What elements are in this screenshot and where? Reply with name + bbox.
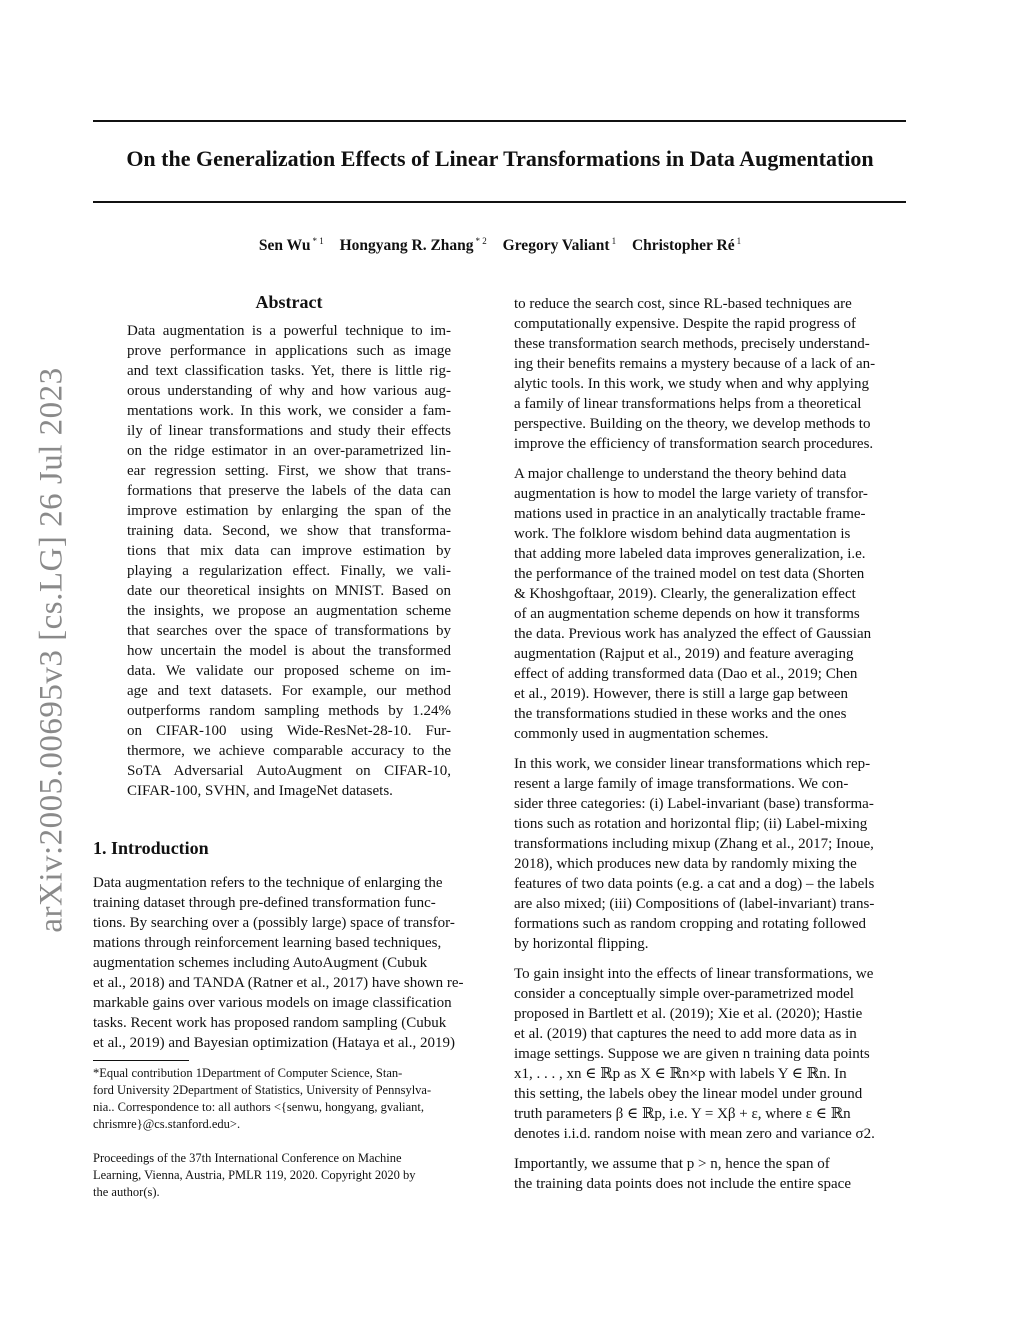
footnote-line: *Equal contribution 1Department of Computer Science, Stan- [93, 1066, 403, 1080]
author-list [60, 236, 940, 255]
paragraph-line: ing their benefits remains a mystery because of a lack of an- [514, 356, 876, 372]
paragraph-line: the data. Previous work has analyzed the effect of Gaussian [514, 626, 872, 642]
paragraph-line: 2018), which produces new data by randomly mixing the [514, 856, 857, 872]
paragraph-line: To gain insight into the effects of linear transformations, we [514, 966, 874, 982]
paragraph-line: image settings. Suppose we are given n training data points [514, 1046, 870, 1062]
paragraph-line: et al., 2019). However, there is still a large gap between [514, 686, 849, 702]
right-column-body [514, 294, 906, 1204]
introduction-body [93, 873, 485, 1053]
paragraph-line: work. The folklore wisdom behind data augmentation is [514, 526, 851, 542]
paragraph-line: that adding more labeled data improves generalization, i.e. [514, 546, 866, 562]
abstract-line: SoTA Adversarial AutoAugment on CIFAR-10, [127, 763, 451, 779]
abstract-line: on CIFAR-100 using Wide-ResNet-28-10. Fur- [127, 723, 451, 739]
paragraph-line: the performance of the trained model on test data (Shorten [514, 566, 865, 582]
paragraph-line: x1, . . . , xn ∈ ℝp as X ∈ ℝn×p with labels Y ∈ ℝn. In [514, 1066, 847, 1082]
paragraph-line: markable gains over various models on image classification [93, 995, 452, 1011]
paragraph-line: Data augmentation refers to the technique of enlarging the [93, 875, 443, 891]
paragraph-line: sider three categories: (i) Label-invariant (base) transforma- [514, 796, 874, 812]
abstract-line: playing a regularization effect. Finally, we vali- [127, 563, 451, 579]
paragraph-line: features of two data points (e.g. a cat and a dog) – the labels [514, 876, 875, 892]
paragraph-line: tions such as rotation and horizontal flip; (ii) Label-mixing [514, 816, 868, 832]
section-heading-introduction: 1. Introduction [93, 838, 209, 858]
paragraph-line: augmentation (Rajput et al., 2019) and feature averaging [514, 646, 854, 662]
paragraph-line: augmentation is how to model the large variety of transfor- [514, 486, 868, 502]
paragraph-line: tions. By searching over a (possibly large) space of transfor- [93, 915, 455, 931]
paragraph-line: A major challenge to understand the theory behind data [514, 466, 847, 482]
paragraph [514, 294, 906, 454]
paragraph-line: a family of linear transformations helps from a theoretical [514, 396, 862, 412]
abstract-line: Data augmentation is a powerful technique to im- [127, 323, 451, 339]
abstract-heading: Abstract [255, 292, 323, 312]
footnote [93, 1065, 485, 1133]
abstract-line: outperforms random sampling methods by 1.24% [127, 703, 451, 719]
proceedings-line: Proceedings of the 37th International Conference on Machine [93, 1151, 402, 1165]
abstract-line: and text classification tasks. Yet, there is little rig- [127, 363, 451, 379]
abstract-line: training data. Second, we show that transforma- [127, 523, 451, 539]
author: Gregory Valiant $^1$ [502, 236, 617, 254]
paragraph [514, 1154, 906, 1194]
proceedings-line: the author(s). [93, 1185, 160, 1199]
paragraph-line: improve the efficiency of transformation search procedures. [514, 436, 874, 452]
abstract-line: tions that mix data can improve estimation by [127, 543, 451, 559]
paragraph [514, 464, 906, 744]
paragraph-line: et al., 2019) and Bayesian optimization (Hataya et al., 2019) [93, 1035, 455, 1051]
footnote-line: nia.. Correspondence to: all authors <{senwu, hongyang, gvaliant, [93, 1100, 425, 1114]
author: Hongyang R. Zhang $^{* 2}$ [339, 236, 487, 254]
footnote-line: ford University 2Department of Statistics, University of Pennsylva- [93, 1083, 432, 1097]
abstract-line: ily of linear transformations and study their effects [127, 423, 451, 439]
paper-title: On the Generalization Effects of Linear Transformations in Data Augmentation [126, 146, 874, 171]
abstract-line: prove performance in applications such as image [127, 343, 451, 359]
abstract-line: age and text datasets. For example, our method [127, 683, 451, 699]
paragraph-line: mations used in practice in an analytically tractable frame- [514, 506, 866, 522]
abstract-line: CIFAR-100, SVHN, and ImageNet datasets. [127, 783, 393, 799]
abstract-body [127, 321, 451, 801]
paragraph-line: et al., 2018) and TANDA (Ratner et al., 2017) have shown re- [93, 975, 464, 991]
paragraph-line: mations through reinforcement learning based techniques, [93, 935, 442, 951]
paragraph-line: effect of adding transformed data (Dao et al., 2019; Chen [514, 666, 858, 682]
proceedings-note [93, 1150, 485, 1201]
abstract-line: how uncertain the model is about the transformed [127, 643, 451, 659]
paragraph-line: the transformations studied in these works and the ones [514, 706, 847, 722]
paragraph-line: transformations including mixup (Zhang et al., 2017; Inoue, [514, 836, 874, 852]
paragraph [514, 754, 906, 954]
arxiv-identifier: arXiv:2005.00695v3 [cs.LG] 26 Jul 2023 [33, 367, 70, 933]
proceedings-line: Learning, Vienna, Austria, PMLR 119, 2020. Copyright 2020 by [93, 1168, 416, 1182]
paragraph-line: this setting, the labels obey the linear model under ground [514, 1086, 863, 1102]
paragraph-line: consider a conceptually simple over-parametrized model [514, 986, 854, 1002]
paragraph-line: computationally expensive. Despite the rapid progress of [514, 316, 856, 332]
paragraph-line: & Khoshgoftaar, 2019). Clearly, the generalization effect [514, 586, 856, 602]
paragraph-line: perspective. Building on the theory, we develop methods to [514, 416, 871, 432]
abstract-line: mentations work. In this work, we consider a fam- [127, 403, 451, 419]
title-bottom-rule [93, 201, 906, 203]
paragraph-line: of an augmentation scheme depends on how it transforms [514, 606, 860, 622]
abstract-line: the insights, we propose an augmentation scheme [127, 603, 451, 619]
abstract-line: on the ridge estimator in an over-parametrized lin- [127, 443, 451, 459]
abstract-line: that searches over the space of transformations by [127, 623, 451, 639]
paragraph-line: Importantly, we assume that p > n, hence the span of [514, 1156, 830, 1172]
paragraph-line: commonly used in augmentation schemes. [514, 726, 769, 742]
abstract-line: improve estimation by enlarging the span of the [127, 503, 451, 519]
paragraph-line: augmentation schemes including AutoAugment (Cubuk [93, 955, 428, 971]
top-rule [93, 120, 906, 122]
paragraph-line: by horizontal flipping. [514, 936, 649, 952]
abstract-line: date our theoretical insights on MNIST. Based on [127, 583, 451, 599]
abstract-line: thermore, we achieve comparable accuracy to the [127, 743, 451, 759]
abstract-line: formations that preserve the labels of the data can [127, 483, 451, 499]
author: Christopher Ré $^1$ [631, 236, 742, 254]
paragraph-line: resent a large family of image transformations. We con- [514, 776, 849, 792]
paragraph-line: alytic tools. In this work, we study when and why applying [514, 376, 869, 392]
paragraph [514, 964, 906, 1144]
paragraph-line: et al. (2019) that captures the need to add more data as in [514, 1026, 857, 1042]
paragraph-line: In this work, we consider linear transformations which rep- [514, 756, 871, 772]
paragraph-line: are also mixed; (iii) Compositions of (label-invariant) trans- [514, 896, 875, 912]
paragraph-line: formations such as random cropping and rotating followed [514, 916, 867, 932]
paragraph-line: these transformation search methods, precisely understand- [514, 336, 870, 352]
paragraph-line: to reduce the search cost, since RL-based techniques are [514, 296, 852, 312]
footnote-line: chrismre}@cs.stanford.edu>. [93, 1117, 241, 1131]
abstract-line: ear regression setting. First, we show that trans- [127, 463, 451, 479]
paragraph-line: the training data points does not include the entire space [514, 1176, 851, 1192]
paragraph-line: tasks. Recent work has proposed random sampling (Cubuk [93, 1015, 447, 1031]
paragraph-line: denotes i.i.d. random noise with mean zero and variance σ2. [514, 1126, 875, 1142]
abstract-line: data. We validate our proposed scheme on im- [127, 663, 451, 679]
paragraph-line: training dataset through pre-defined transformation func- [93, 895, 436, 911]
footnote-rule [93, 1060, 189, 1061]
author: Sen Wu $^{* 1}$ [258, 236, 324, 254]
abstract-line: orous understanding of why and how various aug- [127, 383, 451, 399]
paragraph-line: truth parameters β ∈ ℝp, i.e. Y = Xβ + ε, where ε ∈ ℝn [514, 1106, 851, 1122]
paragraph-line: proposed in Bartlett et al. (2019); Xie et al. (2020); Hastie [514, 1006, 863, 1022]
